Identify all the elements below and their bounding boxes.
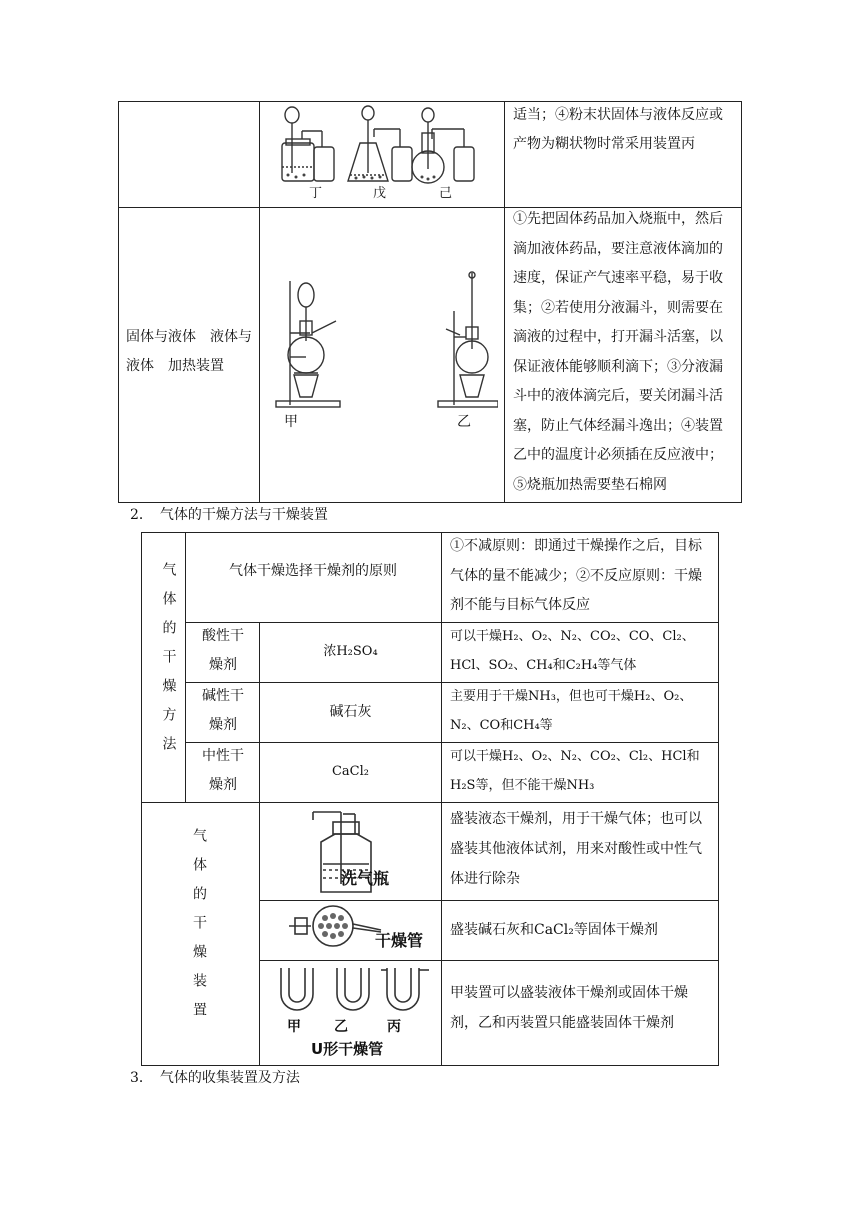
u-tube-label-yi: 乙 xyxy=(334,1019,348,1035)
table-1 xyxy=(118,101,742,503)
u-tube-caption: U形干燥管 xyxy=(311,1040,384,1058)
label-ding: 丁 xyxy=(309,186,323,201)
dryer-type-base: 碱性干燥剂 xyxy=(202,688,244,733)
principle-label: 气体干燥选择干燥剂的原则 xyxy=(229,563,397,579)
section-2-heading: 2． 气体的干燥方法与干燥装置 xyxy=(130,507,328,523)
dryer-type-neutral: 中性干燥剂 xyxy=(202,748,244,793)
apparatus-row2-image xyxy=(266,271,498,421)
wash-bottle-text: 盛装液态干燥剂，用于干燥气体；也可以盛装其他液体试剂，用来对酸性或中性气体进行除杂 xyxy=(450,811,702,887)
label-wu: 戊 xyxy=(373,186,387,201)
u-tube-label-bing: 丙 xyxy=(387,1019,401,1035)
u-tube-image xyxy=(273,964,435,1020)
dryer-use-base: 主要用于干燥NH₃，但也可干燥H₂、O₂、N₂、CO和CH₄等 xyxy=(450,689,693,733)
drying-device-label-text: 气体的干燥装置 xyxy=(191,828,207,1031)
label-ji: 己 xyxy=(439,186,453,201)
dryer-use-neutral: 可以干燥H₂、O₂、N₂、CO₂、Cl₂、HCl和H₂S等，但不能干燥NH₃ xyxy=(450,749,700,793)
dryer-agent-neutral: CaCl₂ xyxy=(331,764,369,779)
dryer-agent-acid: 浓H₂SO₄ xyxy=(323,644,378,659)
label-yi-top: 乙 xyxy=(457,414,471,430)
dryer-type-acid: 酸性干燥剂 xyxy=(202,628,244,673)
dryer-agent-base: 碱石灰 xyxy=(329,704,372,720)
u-tube-label-jia: 甲 xyxy=(287,1019,301,1035)
row1-note: 适当；④粉末状固体与液体反应或产物为糊状物时常采用装置丙 xyxy=(513,107,723,152)
drying-method-label xyxy=(153,562,177,777)
dryer-use-acid: 可以干燥H₂、O₂、N₂、CO₂、CO、Cl₂、HCl、SO₂、CH₄和C₂H₄等气体 xyxy=(450,629,695,673)
row2-note: ①先把固体药品加入烧瓶中，然后滴加液体药品，要注意液体滴加的速度，保证产气速率平稳，易于收集；②若使用分液漏斗，则需要在滴液的过程中，打开漏斗活塞，以保证液体能够顺利滴下；③分液漏斗中的液体滴完后，要关闭漏斗活塞，防止气体经漏斗逸出；④装置乙中的温度计必须插在反应液中；⑤烧瓶加热需要垫石棉网 xyxy=(513,211,723,493)
principle-text: ①不减原则：即通过干燥操作之后，目标气体的量不能减少；②不反应原则：干燥剂不能与目标气体反应 xyxy=(450,538,702,613)
wash-bottle-caption: 洗气瓶 xyxy=(341,869,390,888)
label-jia-top: 甲 xyxy=(284,414,298,430)
drying-device-label xyxy=(189,828,209,1035)
u-tube-text: 甲装置可以盛装液体干燥剂或固体干燥剂，乙和丙装置只能盛装固体干燥剂 xyxy=(450,985,688,1031)
drying-tube-text: 盛装碱石灰和CaCl₂等固体干燥剂 xyxy=(450,922,658,938)
drying-tube-caption: 干燥管 xyxy=(375,931,424,950)
row2-left-label: 固体与液体 液体与液体 加热装置 xyxy=(126,329,252,374)
section-3-heading: 3． 气体的收集装置及方法 xyxy=(130,1070,300,1086)
drying-method-label-text: 气体的干燥方法 xyxy=(160,562,177,765)
table-2 xyxy=(141,532,719,1066)
